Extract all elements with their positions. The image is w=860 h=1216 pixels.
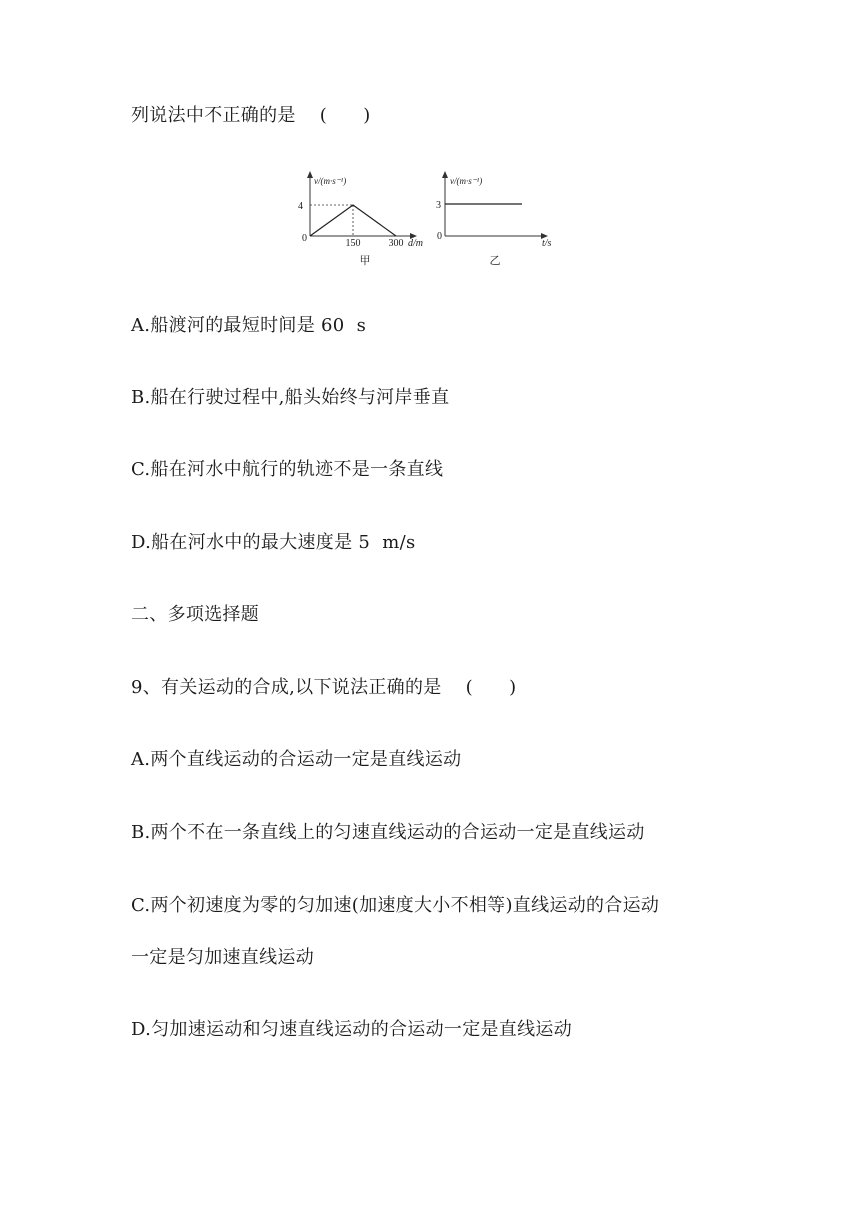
graph-jia <box>298 171 423 267</box>
q9-option-b: B.两个不在一条直线上的匀速直线运动的合运动一定是直线运动 <box>131 822 645 843</box>
jia-x-tick-150: 150 <box>345 238 361 249</box>
yi-xlabel: t/s <box>542 238 552 249</box>
q9-option-d: D.匀加速运动和匀速直线运动的合运动一定是直线运动 <box>131 1019 573 1040</box>
jia-xlabel: d/m <box>408 238 423 249</box>
q8-option-c: C.船在河水中航行的轨迹不是一条直线 <box>131 459 444 480</box>
yi-y-arrow <box>442 171 448 178</box>
q8-option-b: B.船在行驶过程中,船头始终与河岸垂直 <box>131 387 450 408</box>
jia-origin: 0 <box>302 233 307 244</box>
jia-x-tick-300: 300 <box>388 238 404 249</box>
yi-origin: 0 <box>437 231 442 242</box>
question-8-figure <box>290 168 590 273</box>
section-heading-multiple-choice: 二、多项选择题 <box>131 604 260 625</box>
jia-y-tick-4: 4 <box>298 201 303 212</box>
yi-caption: 乙 <box>489 255 501 267</box>
q9-option-c-continued: 一定是匀加速直线运动 <box>131 947 314 968</box>
q8-option-a: A.船渡河的最短时间是 60 s <box>131 315 367 336</box>
question-9-stem: 9、有关运动的合成,以下说法正确的是 ( ) <box>131 677 517 698</box>
q8-option-d: D.船在河水中的最大速度是 5 m/s <box>131 532 416 553</box>
q9-option-c: C.两个初速度为零的匀加速(加速度大小不相等)直线运动的合运动 <box>131 895 660 916</box>
jia-caption: 甲 <box>359 255 371 267</box>
jia-y-arrow <box>307 171 313 178</box>
jia-ylabel: v/(m·s⁻¹) <box>314 176 347 186</box>
yi-y-tick-3: 3 <box>436 200 441 211</box>
velocity-graphs <box>290 168 590 273</box>
yi-ylabel: v/(m·s⁻¹) <box>450 176 483 186</box>
q9-option-a: A.两个直线运动的合运动一定是直线运动 <box>131 749 462 770</box>
question-8-stem: 列说法中不正确的是 ( ) <box>131 105 371 126</box>
graph-yi <box>436 171 552 267</box>
